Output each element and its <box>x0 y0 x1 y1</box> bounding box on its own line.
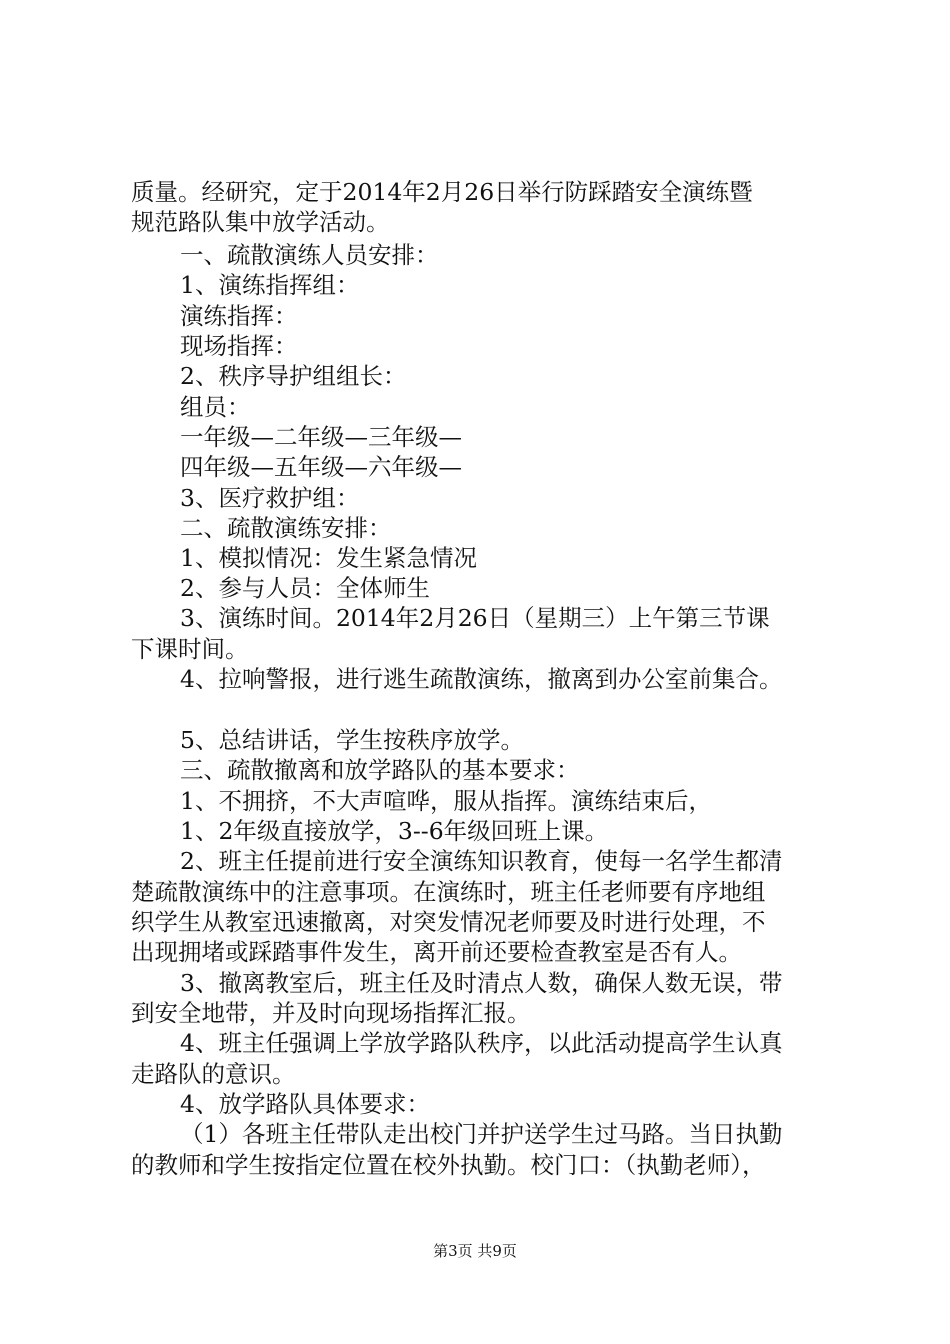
text-line: 1、演练指挥组： <box>180 271 360 299</box>
text-line: 出现拥堵或踩踏事件发生，离开前还要检查教室是否有人。 <box>131 938 742 966</box>
text-line: 的教师和学生按指定位置在校外执勤。校门口：（执勤老师）， <box>131 1151 766 1179</box>
section-heading: 一、疏散演练人员安排： <box>180 241 439 269</box>
text-line: 组员： <box>180 393 251 421</box>
text-line: 到安全地带，并及时向现场指挥汇报。 <box>131 999 531 1027</box>
text-line: 四年级—五年级—六年级— <box>180 453 462 481</box>
text-line: 4、拉响警报，进行逃生疏散演练，撤离到办公室前集合。 <box>180 665 783 693</box>
section-heading: 二、疏散演练安排： <box>180 514 392 542</box>
text-line: 织学生从教室迅速撤离，对突发情况老师要及时进行处理，不 <box>131 908 766 936</box>
text-line: 现场指挥： <box>180 332 298 360</box>
text-line: 3、医疗救护组： <box>180 484 360 512</box>
text-line: 2、参与人员：全体师生 <box>180 574 430 602</box>
text-line: 下课时间。 <box>131 635 249 663</box>
text-line: 4、班主任强调上学放学路队秩序，以此活动提高学生认真 <box>180 1029 783 1057</box>
text-line: 楚疏散演练中的注意事项。在演练时，班主任老师要有序地组 <box>131 878 766 906</box>
text-line: （1）各班主任带队走出校门并护送学生过马路。当日执勤 <box>180 1120 783 1148</box>
text-line: 演练指挥： <box>180 302 298 330</box>
text-line: 2、班主任提前进行安全演练知识教育，使每一名学生都清 <box>180 847 783 875</box>
text-line: 规范路队集中放学活动。 <box>131 208 390 236</box>
section-heading: 三、疏散撤离和放学路队的基本要求： <box>180 756 580 784</box>
text-line: 3、演练时间。2014年2月26日（星期三）上午第三节课 <box>180 604 770 632</box>
text-line: 2、秩序导护组组长： <box>180 362 407 390</box>
text-line: 4、放学路队具体要求： <box>180 1090 430 1118</box>
text-line: 1、模拟情况：发生紧急情况 <box>180 544 477 572</box>
text-line: 一年级—二年级—三年级— <box>180 423 462 451</box>
text-line: 5、总结讲话，学生按秩序放学。 <box>180 726 524 754</box>
text-line: 1、2年级直接放学，3--6年级回班上课。 <box>180 817 609 845</box>
text-line: 1、不拥挤，不大声喧哗，服从指挥。演练结束后， <box>180 787 712 815</box>
text-line: 质量。经研究，定于2014年2月26日举行防踩踏安全演练暨 <box>131 178 753 206</box>
page-footer: 第3页 共9页 <box>433 1242 517 1260</box>
text-line: 走路队的意识。 <box>131 1060 296 1088</box>
text-line: 3、撤离教室后，班主任及时清点人数，确保人数无误，带 <box>180 969 783 997</box>
